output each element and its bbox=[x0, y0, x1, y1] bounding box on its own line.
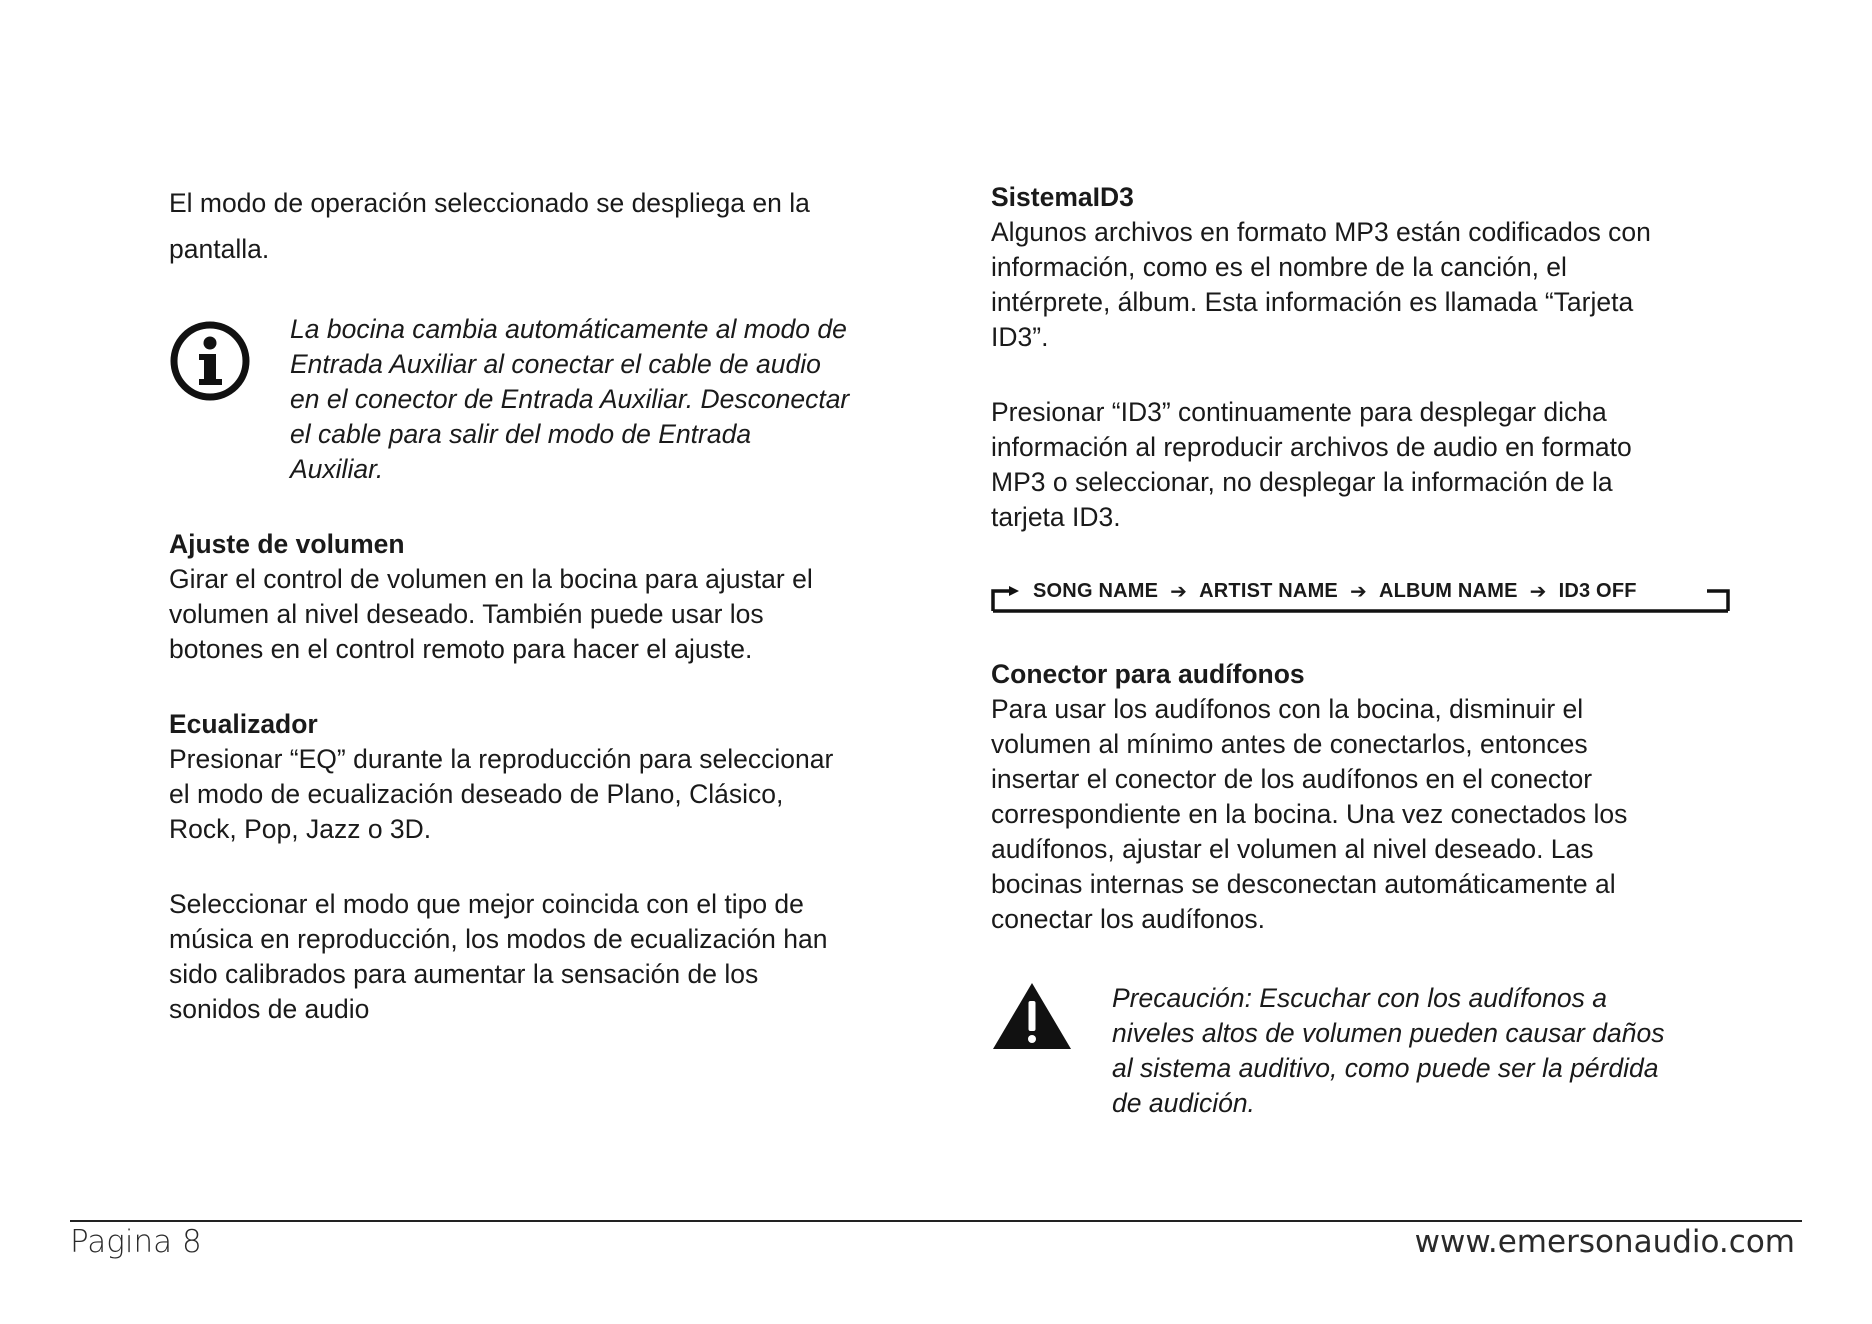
id3-press-line: Presionar “ID3” continuamente para desplegar dicha bbox=[991, 397, 1607, 427]
eq-line: Rock, Pop, Jazz o 3D. bbox=[169, 814, 432, 844]
headphone-heading: Conector para audífonos bbox=[991, 659, 1305, 689]
note-line: en el conector de Entrada Auxiliar. Desconectar bbox=[290, 384, 850, 414]
footer-divider bbox=[70, 1220, 1802, 1222]
warning-line: de audición. bbox=[1112, 1088, 1255, 1118]
page-number: Pagina 8 bbox=[70, 1224, 202, 1260]
warning-icon bbox=[991, 979, 1073, 1056]
id3-heading: SistemaID3 bbox=[991, 182, 1134, 212]
warning-line: niveles altos de volumen pueden causar daños bbox=[1112, 1018, 1665, 1048]
volume-line: volumen al nivel deseado. También puede usar los bbox=[169, 599, 764, 629]
note-line: el cable para salir del modo de Entrada bbox=[290, 419, 752, 449]
left-column bbox=[169, 180, 909, 1027]
arrow-right-icon: ➔ bbox=[1170, 581, 1188, 603]
website-link[interactable]: www.emersonaudio.com bbox=[1414, 1224, 1795, 1260]
eq-line: Presionar “EQ” durante la reproducción para seleccionar bbox=[169, 744, 834, 774]
info-icon bbox=[169, 320, 251, 407]
id3-press-line: información al reproducir archivos de audio en formato bbox=[991, 432, 1632, 462]
id3-line: información, como es el nombre de la canción, el bbox=[991, 252, 1567, 282]
volume-heading: Ajuste de volumen bbox=[169, 529, 405, 559]
note-line: Auxiliar. bbox=[290, 454, 384, 484]
note-line: La bocina cambia automáticamente al modo de bbox=[290, 314, 847, 344]
warning-line: al sistema auditivo, como puede ser la pérdida bbox=[1112, 1053, 1659, 1083]
id3-cycle-diagram bbox=[991, 577, 1731, 617]
id3-item-artist: ARTIST NAME bbox=[1199, 580, 1338, 602]
id3-cycle-items bbox=[1033, 579, 1637, 604]
id3-line: ID3”. bbox=[991, 322, 1049, 352]
headphone-line: bocinas internas se desconectan automáticamente al bbox=[991, 869, 1616, 899]
headphone-line: Para usar los audífonos con la bocina, disminuir el bbox=[991, 694, 1584, 724]
id3-item-album: ALBUM NAME bbox=[1378, 580, 1518, 602]
intro-text: El modo de operación seleccionado se despliega en la pantalla. bbox=[169, 188, 810, 264]
eq2-line: Seleccionar el modo que mejor coincida con el tipo de bbox=[169, 889, 804, 919]
arrow-right-icon: ➔ bbox=[1349, 581, 1367, 603]
eq2-line: sonidos de audio bbox=[169, 994, 370, 1024]
eq2-line: música en reproducción, los modos de ecualización han bbox=[169, 924, 828, 954]
id3-item-song: SONG NAME bbox=[1033, 580, 1159, 602]
headphone-line: conectar los audífonos. bbox=[991, 904, 1266, 934]
arrow-right-icon: ➔ bbox=[1529, 581, 1547, 603]
eq-line: el modo de ecualización deseado de Plano, Clásico, bbox=[169, 779, 784, 809]
id3-press-line: tarjeta ID3. bbox=[991, 502, 1121, 532]
volume-line: botones en el control remoto para hacer el ajuste. bbox=[169, 634, 753, 664]
headphone-line: insertar el conector de los audífonos en el conector bbox=[991, 764, 1593, 794]
hearing-warning bbox=[991, 981, 1751, 1121]
headphone-line: correspondiente en la bocina. Una vez conectados los bbox=[991, 799, 1628, 829]
id3-press-line: MP3 o seleccionar, no desplegar la información de la bbox=[991, 467, 1613, 497]
eq2-line: sido calibrados para aumentar la sensación de los bbox=[169, 959, 759, 989]
headphone-line: audífonos, ajustar el volumen al nivel deseado. Las bbox=[991, 834, 1594, 864]
volume-line: Girar el control de volumen en la bocina para ajustar el bbox=[169, 564, 813, 594]
note-line: Entrada Auxiliar al conectar el cable de audio bbox=[290, 349, 821, 379]
headphone-line: volumen al mínimo antes de conectarlos, entonces bbox=[991, 729, 1588, 759]
id3-line: Algunos archivos en formato MP3 están codificados con bbox=[991, 217, 1651, 247]
eq-heading: Ecualizador bbox=[169, 709, 318, 739]
warning-line: Precaución: Escuchar con los audífonos a bbox=[1112, 983, 1607, 1013]
right-column bbox=[991, 180, 1751, 1121]
aux-note bbox=[169, 312, 909, 487]
id3-line: intérprete, álbum. Esta información es llamada “Tarjeta bbox=[991, 287, 1634, 317]
id3-item-off: ID3 OFF bbox=[1558, 580, 1637, 602]
